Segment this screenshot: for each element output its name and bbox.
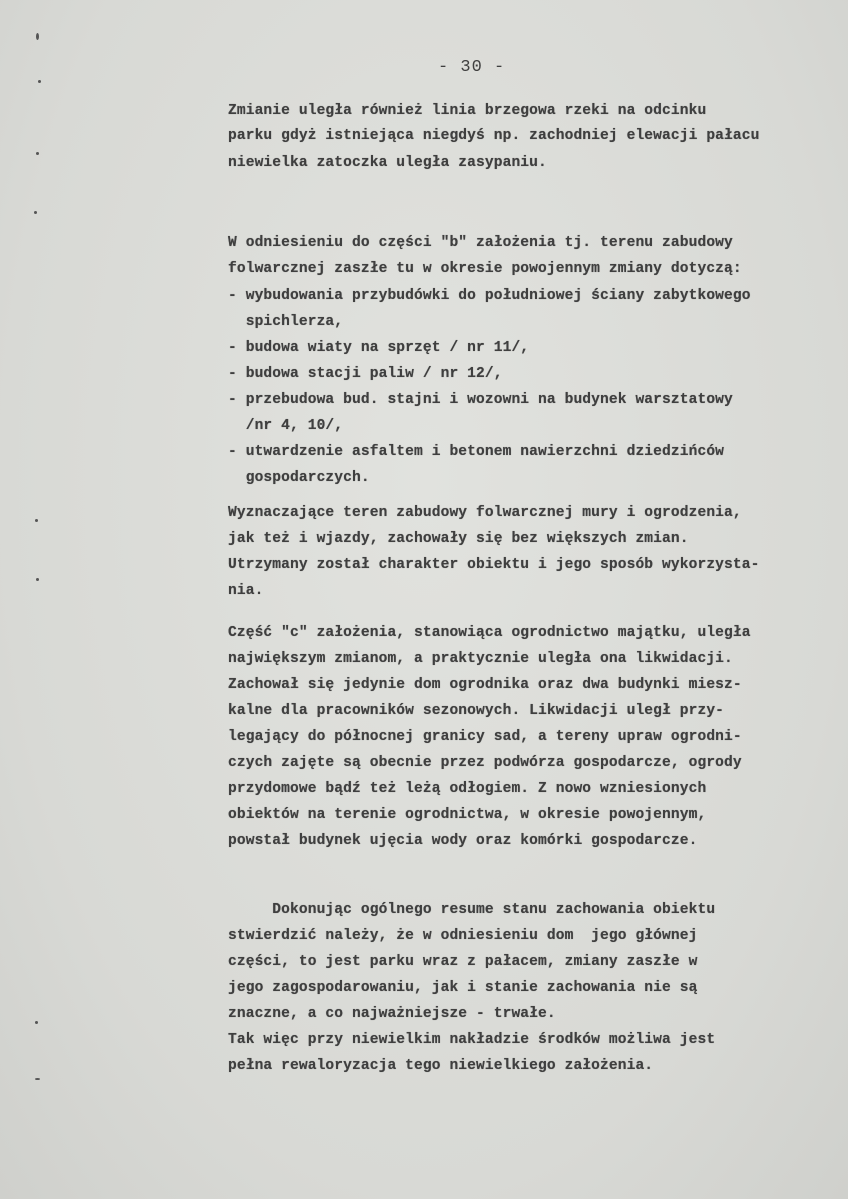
text-line: obiektów na terenie ogrodnictwa, w okresie powojennym, xyxy=(228,807,707,823)
text-line: kalne dla pracowników sezonowych. Likwidacji uległ przy- xyxy=(228,703,725,719)
text-line: przydomowe bądź też leżą odłogiem. Z nowo wzniesionych xyxy=(228,781,707,797)
margin-mark xyxy=(35,519,38,522)
text-line: pełna rewaloryzacja tego niewielkiego założenia. xyxy=(228,1058,654,1074)
margin-mark xyxy=(35,1078,40,1080)
page-number: - 30 - xyxy=(438,58,506,77)
list-item: spichlerza, xyxy=(228,314,344,330)
text-line: największym zmianom, a praktycznie uległa ona likwidacji. xyxy=(228,651,733,667)
text-line: Tak więc przy niewielkim nakładzie środków możliwa jest xyxy=(228,1032,716,1048)
text-line: stwierdzić należy, że w odniesieniu dom jego głównej xyxy=(228,928,698,944)
text-line: Dokonując ogólnego resume stanu zachowania obiektu xyxy=(228,902,716,918)
text-line: W odniesieniu do części "b" założenia tj. terenu zabudowy xyxy=(228,235,733,251)
list-item: - wybudowania przybudówki do południowej ściany zabytkowego xyxy=(228,288,751,304)
text-line: Zachował się jedynie dom ogrodnika oraz dwa budynki miesz- xyxy=(228,677,742,693)
margin-mark xyxy=(36,33,39,40)
text-line: części, to jest parku wraz z pałacem, zmiany zaszłe w xyxy=(228,954,698,970)
text-line: legający do północnej granicy sad, a tereny upraw ogrodni- xyxy=(228,729,742,745)
text-line: folwarcznej zaszłe tu w okresie powojennym zmiany dotyczą: xyxy=(228,261,742,277)
margin-mark xyxy=(38,80,41,83)
list-item: - budowa wiaty na sprzęt / nr 11/, xyxy=(228,340,530,356)
text-line: Wyznaczające teren zabudowy folwarcznej mury i ogrodzenia, xyxy=(228,505,742,521)
text-line: czych zajęte są obecnie przez podwórza gospodarcze, ogrody xyxy=(228,755,742,771)
text-line: nia. xyxy=(228,583,264,599)
margin-mark xyxy=(35,1021,38,1024)
list-item: - utwardzenie asfaltem i betonem nawierzchni dziedzińców xyxy=(228,444,725,460)
text-line: parku gdyż istniejąca niegdyś np. zachodniej elewacji pałacu xyxy=(228,128,760,144)
text-line: powstał budynek ujęcia wody oraz komórki gospodarcze. xyxy=(228,833,698,849)
list-item: - budowa stacji paliw / nr 12/, xyxy=(228,366,503,382)
margin-mark xyxy=(36,578,39,581)
text-line: niewielka zatoczka uległa zasypaniu. xyxy=(228,155,547,171)
text-line: jak też i wjazdy, zachowały się bez większych zmian. xyxy=(228,531,689,547)
list-item: gospodarczych. xyxy=(228,470,370,486)
text-line: jego zagospodarowaniu, jak i stanie zachowania nie są xyxy=(228,980,698,996)
list-item: - przebudowa bud. stajni i wozowni na budynek warsztatowy xyxy=(228,392,733,408)
margin-mark xyxy=(36,152,39,155)
list-item: /nr 4, 10/, xyxy=(228,418,344,434)
margin-mark xyxy=(34,211,37,214)
text-line: Część "c" założenia, stanowiąca ogrodnictwo majątku, uległa xyxy=(228,625,751,641)
text-line: znaczne, a co najważniejsze - trwałe. xyxy=(228,1006,556,1022)
text-line: Zmianie uległa również linia brzegowa rzeki na odcinku xyxy=(228,103,707,119)
text-line: Utrzymany został charakter obiektu i jego sposób wykorzysta- xyxy=(228,557,760,573)
